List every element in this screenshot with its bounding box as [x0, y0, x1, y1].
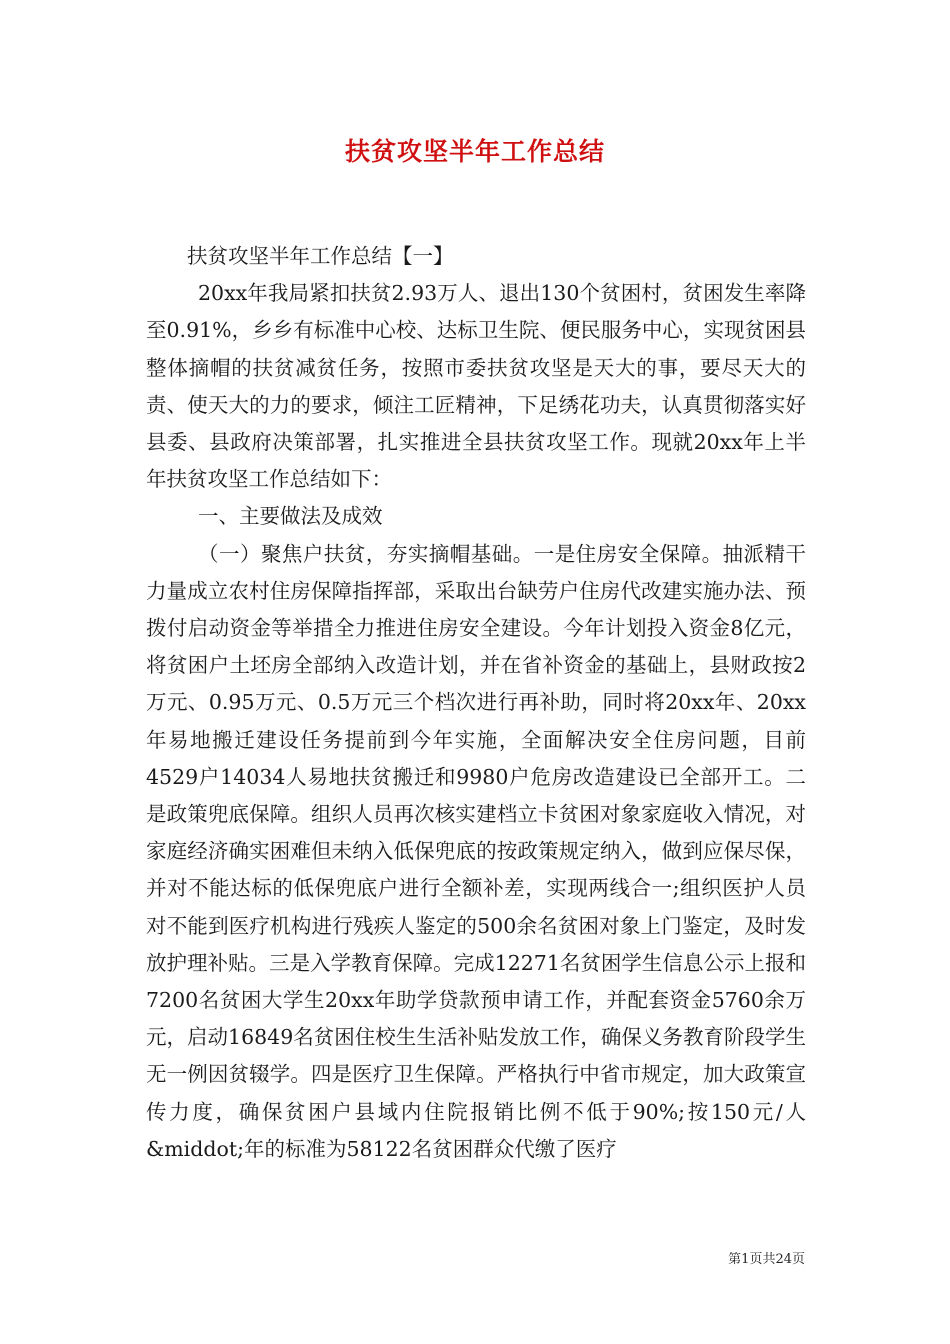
document-body	[146, 238, 806, 1168]
paragraph-one: （一）聚焦户扶贫，夯实摘帽基础。一是住房安全保障。抽派精干力量成立农村住房保障指挥部，采取出台缺劳户住房代改建实施办法、预拨付启动资金等举措全力推进住房安全建设。今年计划投入资金8亿元，将贫困户土坯房全部纳入改造计划，并在省补资金的基础上，县财政按2万元、0.95万元、0.5万元三个档次进行再补助，同时将20xx年、20xx年易地搬迁建设任务提前到今年实施，全面解决安全住房问题，目前4529户14034人易地扶贫搬迁和9980户危房改造建设已全部开工。二是政策兜底保障。组织人员再次核实建档立卡贫困对象家庭收入情况，对家庭经济确实困难但未纳入低保兜底的按政策规定纳入，做到应保尽保，并对不能达标的低保兜底户进行全额补差，实现两线合一;组织医护人员对不能到医疗机构进行残疾人鉴定的500余名贫困对象上门鉴定，及时发放护理补贴。三是入学教育保障。完成12271名贫困学生信息公示上报和7200名贫困大学生20xx年助学贷款预申请工作，并配套资金5760余万元，启动16849名贫困住校生生活补贴发放工作，确保义务教育阶段学生无一例因贫辍学。四是医疗卫生保障。严格执行中省市规定，加大政策宣传力度，确保贫困户县域内住院报销比例不低于90%;按150元/人&middot;年的标准为58122名贫困群众代缴了医疗	[146, 541, 806, 1161]
paragraph-intro: 20xx年我局紧扣扶贫2.93万人、退出130个贫困村，贫困发生率降至0.91%，乡乡有标准中心校、达标卫生院、便民服务中心，实现贫困县整体摘帽的扶贫减贫任务，按照市委扶贫攻坚是天大的事，要尽天大的责、使天大的力的要求，倾注工匠精神，下足绣花功夫，认真贯彻落实好县委、县政府决策部署，扎实推进全县扶贫攻坚工作。现就20xx年上半年扶贫攻坚工作总结如下：	[146, 281, 806, 492]
page-footer: 第1页共24页	[728, 1252, 805, 1267]
section-heading: 扶贫攻坚半年工作总结【一】	[187, 244, 454, 268]
page-title: 扶贫攻坚半年工作总结	[344, 137, 605, 166]
heading-one: 一、主要做法及成效	[198, 504, 383, 529]
